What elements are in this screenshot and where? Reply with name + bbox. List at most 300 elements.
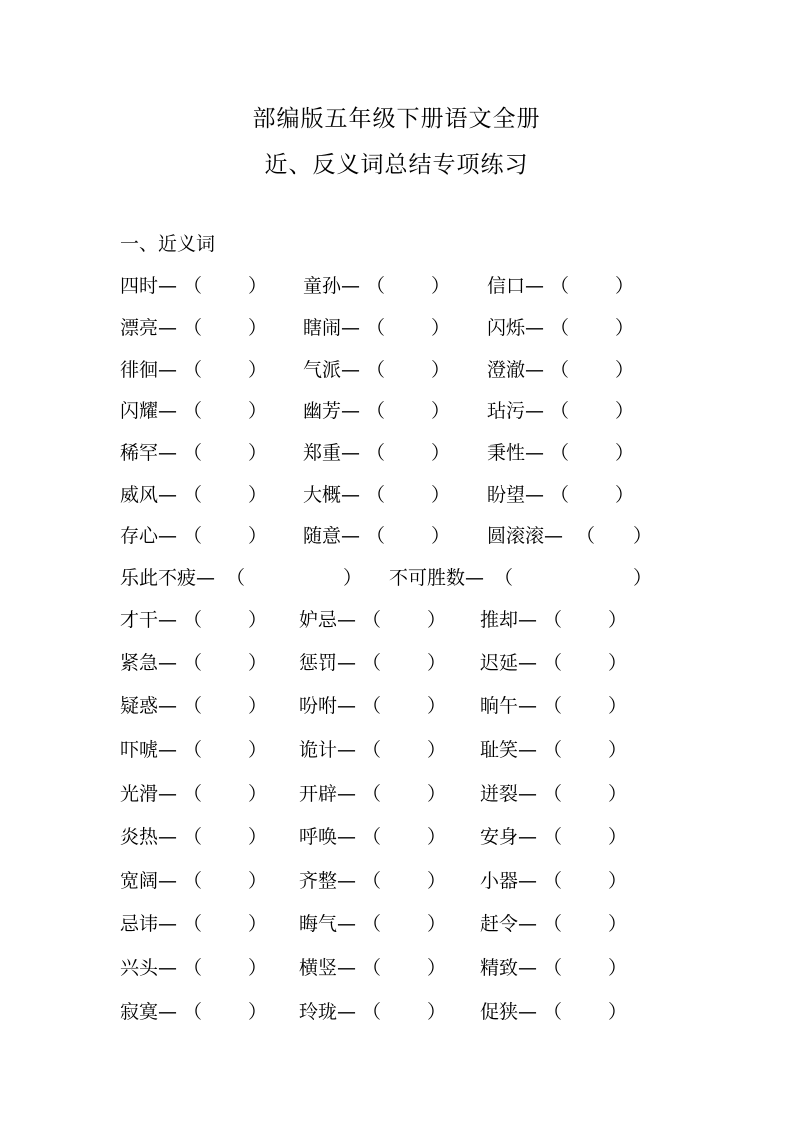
dash: — — [337, 870, 357, 892]
open-paren: （ — [550, 275, 570, 297]
close-paren: ） — [248, 913, 268, 935]
dash: — — [337, 739, 357, 761]
answer-blank[interactable] — [381, 997, 427, 1021]
answer-blank[interactable] — [562, 997, 608, 1021]
open-paren: （ — [183, 525, 203, 547]
answer-blank[interactable] — [381, 909, 427, 933]
answer-blank[interactable] — [202, 997, 248, 1021]
exercise-row — [0, 997, 793, 1027]
answer-blank[interactable] — [562, 691, 608, 715]
exercise-item — [299, 953, 356, 980]
close-paren: ） — [248, 783, 268, 805]
word: 小器 — [480, 870, 519, 892]
open-paren: （ — [183, 275, 203, 297]
answer-blank[interactable] — [245, 563, 343, 587]
exercise-row — [0, 909, 793, 939]
answer-blank[interactable] — [202, 822, 248, 846]
close-paren: ） — [431, 525, 451, 547]
answer-blank[interactable] — [202, 779, 248, 803]
word: 四时 — [120, 275, 159, 297]
close-paren: ） — [608, 739, 628, 761]
dash: — — [544, 525, 564, 547]
word: 随意 — [303, 525, 342, 547]
answer-blank[interactable] — [381, 648, 427, 672]
close-paren: ） — [608, 870, 628, 892]
dash: — — [518, 1001, 538, 1023]
dash: — — [465, 567, 485, 589]
exercise-item — [303, 396, 360, 423]
close-paren: ） — [248, 739, 268, 761]
open-paren: （ — [543, 870, 563, 892]
close-paren: ） — [615, 484, 635, 506]
exercise-row — [0, 313, 793, 343]
word: 才干 — [120, 609, 159, 631]
word: 气派 — [303, 359, 342, 381]
open-paren: （ — [183, 442, 203, 464]
open-paren: （ — [543, 652, 563, 674]
exercise-item — [487, 396, 544, 423]
word: 惩罚 — [299, 652, 338, 674]
exercise-item — [487, 271, 544, 298]
exercise-item — [299, 997, 356, 1024]
answer-blank[interactable] — [513, 563, 633, 587]
answer-blank[interactable] — [381, 866, 427, 890]
dash: — — [518, 870, 538, 892]
answer-blank[interactable] — [595, 521, 633, 545]
exercise-item — [120, 438, 177, 465]
close-paren: ） — [248, 652, 268, 674]
dash: — — [518, 826, 538, 848]
answer-blank[interactable] — [385, 313, 431, 337]
answer-blank[interactable] — [202, 735, 248, 759]
open-paren: （ — [362, 695, 382, 717]
dash: — — [341, 484, 361, 506]
word: 开辟 — [299, 783, 338, 805]
word: 稀罕 — [120, 442, 159, 464]
dash: — — [337, 609, 357, 631]
exercise-row — [0, 648, 793, 678]
open-paren: （ — [362, 652, 382, 674]
exercise-row — [0, 480, 793, 510]
close-paren: ） — [615, 359, 635, 381]
answer-blank[interactable] — [385, 480, 431, 504]
dash: — — [158, 400, 178, 422]
dash: — — [158, 870, 178, 892]
exercise-item — [299, 605, 356, 632]
word: 晦气 — [299, 913, 338, 935]
close-paren: ） — [248, 695, 268, 717]
exercise-row — [0, 691, 793, 721]
word: 兴头 — [120, 957, 159, 979]
close-paren: ） — [248, 525, 268, 547]
dash: — — [158, 525, 178, 547]
exercise-item — [120, 271, 177, 298]
section-heading: 一、近义词 — [120, 233, 216, 255]
answer-blank[interactable] — [385, 396, 431, 420]
exercise-item — [299, 648, 356, 675]
close-paren: ） — [431, 317, 451, 339]
word: 童孙 — [303, 275, 342, 297]
word: 瞎闹 — [303, 317, 342, 339]
exercise-item — [120, 648, 177, 675]
close-paren: ） — [615, 400, 635, 422]
open-paren: （ — [362, 913, 382, 935]
close-paren: ） — [248, 609, 268, 631]
exercise-item — [303, 480, 360, 507]
dash: — — [158, 652, 178, 674]
answer-blank[interactable] — [569, 396, 615, 420]
exercise-item — [303, 313, 360, 340]
answer-blank[interactable] — [562, 735, 608, 759]
exercise-row — [0, 605, 793, 635]
close-paren: ） — [633, 525, 653, 547]
dash: — — [158, 442, 178, 464]
word: 忌讳 — [120, 913, 159, 935]
exercise-row — [0, 271, 793, 301]
answer-blank[interactable] — [202, 866, 248, 890]
word: 存心 — [120, 525, 159, 547]
word: 赶令 — [480, 913, 519, 935]
answer-blank[interactable] — [202, 313, 248, 337]
dash: — — [341, 525, 361, 547]
exercise-row — [0, 779, 793, 809]
dash: — — [158, 275, 178, 297]
dash: — — [525, 484, 545, 506]
exercise-item — [120, 822, 177, 849]
title-line-2: 近、反义词总结专项练习 — [264, 152, 529, 178]
word: 乐此不疲 — [120, 567, 197, 589]
close-paren: ） — [615, 275, 635, 297]
close-paren: ） — [427, 826, 447, 848]
answer-blank[interactable] — [202, 605, 248, 629]
open-paren: （ — [362, 739, 382, 761]
dash: — — [337, 913, 357, 935]
word: 疑惑 — [120, 695, 159, 717]
answer-blank[interactable] — [562, 779, 608, 803]
open-paren: （ — [183, 609, 203, 631]
dash: — — [525, 442, 545, 464]
exercise-item — [480, 779, 537, 806]
word: 玷污 — [487, 400, 526, 422]
open-paren: （ — [543, 826, 563, 848]
close-paren: ） — [615, 317, 635, 339]
answer-blank[interactable] — [381, 822, 427, 846]
dash: — — [158, 1001, 178, 1023]
exercise-row — [0, 866, 793, 896]
open-paren: （ — [362, 609, 382, 631]
exercise-item — [120, 480, 177, 507]
exercise-item — [480, 691, 537, 718]
exercise-item — [303, 355, 360, 382]
dash: — — [341, 359, 361, 381]
answer-blank[interactable] — [381, 735, 427, 759]
dash: — — [196, 567, 216, 589]
answer-blank[interactable] — [569, 313, 615, 337]
close-paren: ） — [431, 442, 451, 464]
open-paren: （ — [494, 567, 514, 589]
close-paren: ） — [615, 442, 635, 464]
exercise-item — [299, 866, 356, 893]
word: 幽芳 — [303, 400, 342, 422]
close-paren: ） — [608, 783, 628, 805]
close-paren: ） — [608, 695, 628, 717]
answer-blank[interactable] — [381, 779, 427, 803]
close-paren: ） — [248, 957, 268, 979]
exercise-item — [299, 822, 356, 849]
open-paren: （ — [550, 400, 570, 422]
dash: — — [158, 609, 178, 631]
word: 齐整 — [299, 870, 338, 892]
close-paren: ） — [633, 567, 653, 589]
open-paren: （ — [550, 359, 570, 381]
exercise-item — [487, 521, 563, 548]
answer-blank[interactable] — [381, 605, 427, 629]
answer-blank[interactable] — [381, 691, 427, 715]
exercise-item — [487, 438, 544, 465]
dash: — — [341, 442, 361, 464]
exercise-item — [487, 313, 544, 340]
answer-blank[interactable] — [562, 605, 608, 629]
answer-blank[interactable] — [569, 438, 615, 462]
open-paren: （ — [366, 525, 386, 547]
exercise-item — [120, 605, 177, 632]
exercise-item — [120, 735, 177, 762]
answer-blank[interactable] — [202, 396, 248, 420]
close-paren: ） — [248, 870, 268, 892]
exercise-row — [0, 822, 793, 852]
close-paren: ） — [427, 739, 447, 761]
open-paren: （ — [543, 913, 563, 935]
dash: — — [525, 275, 545, 297]
word: 闪耀 — [120, 400, 159, 422]
dash: — — [337, 652, 357, 674]
dash: — — [518, 652, 538, 674]
close-paren: ） — [608, 652, 628, 674]
close-paren: ） — [427, 1001, 447, 1023]
word: 闪烁 — [487, 317, 526, 339]
close-paren: ） — [427, 783, 447, 805]
dash: — — [518, 913, 538, 935]
open-paren: （ — [183, 957, 203, 979]
exercise-item — [480, 735, 537, 762]
dash: — — [341, 275, 361, 297]
dash: — — [158, 359, 178, 381]
word: 迟延 — [480, 652, 519, 674]
answer-blank[interactable] — [202, 909, 248, 933]
exercise-item — [120, 355, 177, 382]
open-paren: （ — [366, 359, 386, 381]
answer-blank[interactable] — [202, 271, 248, 295]
open-paren: （ — [183, 1001, 203, 1023]
exercise-row — [0, 735, 793, 765]
dash: — — [158, 783, 178, 805]
exercise-item — [480, 909, 537, 936]
open-paren: （ — [362, 870, 382, 892]
close-paren: ） — [427, 652, 447, 674]
answer-blank[interactable] — [385, 521, 431, 545]
exercise-item — [480, 953, 537, 980]
answer-blank[interactable] — [202, 691, 248, 715]
word: 晌午 — [480, 695, 519, 717]
exercise-item — [389, 563, 484, 590]
close-paren: ） — [608, 1001, 628, 1023]
open-paren: （ — [366, 484, 386, 506]
open-paren: （ — [543, 695, 563, 717]
exercise-item — [303, 521, 360, 548]
exercise-item — [120, 779, 177, 806]
close-paren: ） — [427, 695, 447, 717]
answer-blank[interactable] — [562, 648, 608, 672]
close-paren: ） — [248, 826, 268, 848]
answer-blank[interactable] — [562, 953, 608, 977]
open-paren: （ — [550, 442, 570, 464]
exercise-item — [120, 953, 177, 980]
open-paren: （ — [543, 609, 563, 631]
answer-blank[interactable] — [562, 909, 608, 933]
exercise-item — [299, 779, 356, 806]
word: 紧急 — [120, 652, 159, 674]
open-paren: （ — [543, 783, 563, 805]
exercise-item — [299, 909, 356, 936]
dash: — — [518, 783, 538, 805]
word: 吓唬 — [120, 739, 159, 761]
close-paren: ） — [608, 957, 628, 979]
answer-blank[interactable] — [385, 355, 431, 379]
answer-blank[interactable] — [202, 480, 248, 504]
answer-blank[interactable] — [381, 953, 427, 977]
exercise-item — [120, 396, 177, 423]
exercise-item — [299, 735, 356, 762]
close-paren: ） — [248, 484, 268, 506]
close-paren: ） — [248, 400, 268, 422]
word: 圆滚滚 — [487, 525, 545, 547]
exercise-item — [120, 909, 177, 936]
exercise-row — [0, 396, 793, 426]
word: 炎热 — [120, 826, 159, 848]
open-paren: （ — [366, 317, 386, 339]
open-paren: （ — [183, 400, 203, 422]
close-paren: ） — [427, 913, 447, 935]
dash: — — [341, 317, 361, 339]
close-paren: ） — [248, 1001, 268, 1023]
open-paren: （ — [183, 695, 203, 717]
word: 玲珑 — [299, 1001, 338, 1023]
dash: — — [158, 484, 178, 506]
exercise-row — [0, 563, 793, 593]
word: 澄澈 — [487, 359, 526, 381]
word: 威风 — [120, 484, 159, 506]
answer-blank[interactable] — [385, 438, 431, 462]
exercise-row — [0, 953, 793, 983]
answer-blank[interactable] — [202, 438, 248, 462]
close-paren: ） — [248, 359, 268, 381]
word: 迸裂 — [480, 783, 519, 805]
word: 精致 — [480, 957, 519, 979]
open-paren: （ — [362, 826, 382, 848]
open-paren: （ — [362, 957, 382, 979]
open-paren: （ — [183, 783, 203, 805]
dash: — — [158, 695, 178, 717]
word: 吩咐 — [299, 695, 338, 717]
exercise-item — [120, 866, 177, 893]
exercise-item — [303, 438, 360, 465]
exercise-row — [0, 438, 793, 468]
open-paren: （ — [543, 957, 563, 979]
dash: — — [337, 783, 357, 805]
exercise-item — [480, 648, 537, 675]
dash: — — [158, 739, 178, 761]
exercise-item — [487, 480, 544, 507]
open-paren: （ — [550, 317, 570, 339]
answer-blank[interactable] — [202, 521, 248, 545]
open-paren: （ — [183, 359, 203, 381]
close-paren: ） — [608, 826, 628, 848]
answer-blank[interactable] — [202, 355, 248, 379]
word: 耻笑 — [480, 739, 519, 761]
dash: — — [337, 1001, 357, 1023]
answer-blank[interactable] — [562, 822, 608, 846]
answer-blank[interactable] — [569, 271, 615, 295]
open-paren: （ — [183, 739, 203, 761]
dash: — — [525, 359, 545, 381]
close-paren: ） — [431, 359, 451, 381]
open-paren: （ — [183, 826, 203, 848]
answer-blank[interactable] — [385, 271, 431, 295]
close-paren: ） — [427, 870, 447, 892]
exercise-item — [480, 605, 537, 632]
open-paren: （ — [362, 783, 382, 805]
word: 促狭 — [480, 1001, 519, 1023]
word: 推却 — [480, 609, 519, 631]
dash: — — [158, 913, 178, 935]
dash: — — [518, 695, 538, 717]
exercise-item — [480, 822, 537, 849]
word: 信口 — [487, 275, 526, 297]
close-paren: ） — [248, 317, 268, 339]
word: 郑重 — [303, 442, 342, 464]
open-paren: （ — [543, 1001, 563, 1023]
exercise-item — [120, 997, 177, 1024]
word: 光滑 — [120, 783, 159, 805]
dash: — — [518, 957, 538, 979]
close-paren: ） — [608, 609, 628, 631]
answer-blank[interactable] — [569, 480, 615, 504]
dash: — — [158, 957, 178, 979]
dash: — — [337, 695, 357, 717]
open-paren: （ — [183, 652, 203, 674]
close-paren: ） — [431, 275, 451, 297]
dash: — — [525, 317, 545, 339]
exercise-row — [0, 355, 793, 385]
close-paren: ） — [431, 400, 451, 422]
dash: — — [518, 609, 538, 631]
close-paren: ） — [431, 484, 451, 506]
exercise-item — [120, 313, 177, 340]
word: 安身 — [480, 826, 519, 848]
open-paren: （ — [183, 484, 203, 506]
answer-blank[interactable] — [562, 866, 608, 890]
answer-blank[interactable] — [202, 648, 248, 672]
dash: — — [525, 400, 545, 422]
open-paren: （ — [576, 525, 596, 547]
close-paren: ） — [343, 567, 363, 589]
close-paren: ） — [248, 442, 268, 464]
exercise-row — [0, 521, 793, 551]
dash: — — [341, 400, 361, 422]
answer-blank[interactable] — [202, 953, 248, 977]
exercise-item — [487, 355, 544, 382]
answer-blank[interactable] — [569, 355, 615, 379]
